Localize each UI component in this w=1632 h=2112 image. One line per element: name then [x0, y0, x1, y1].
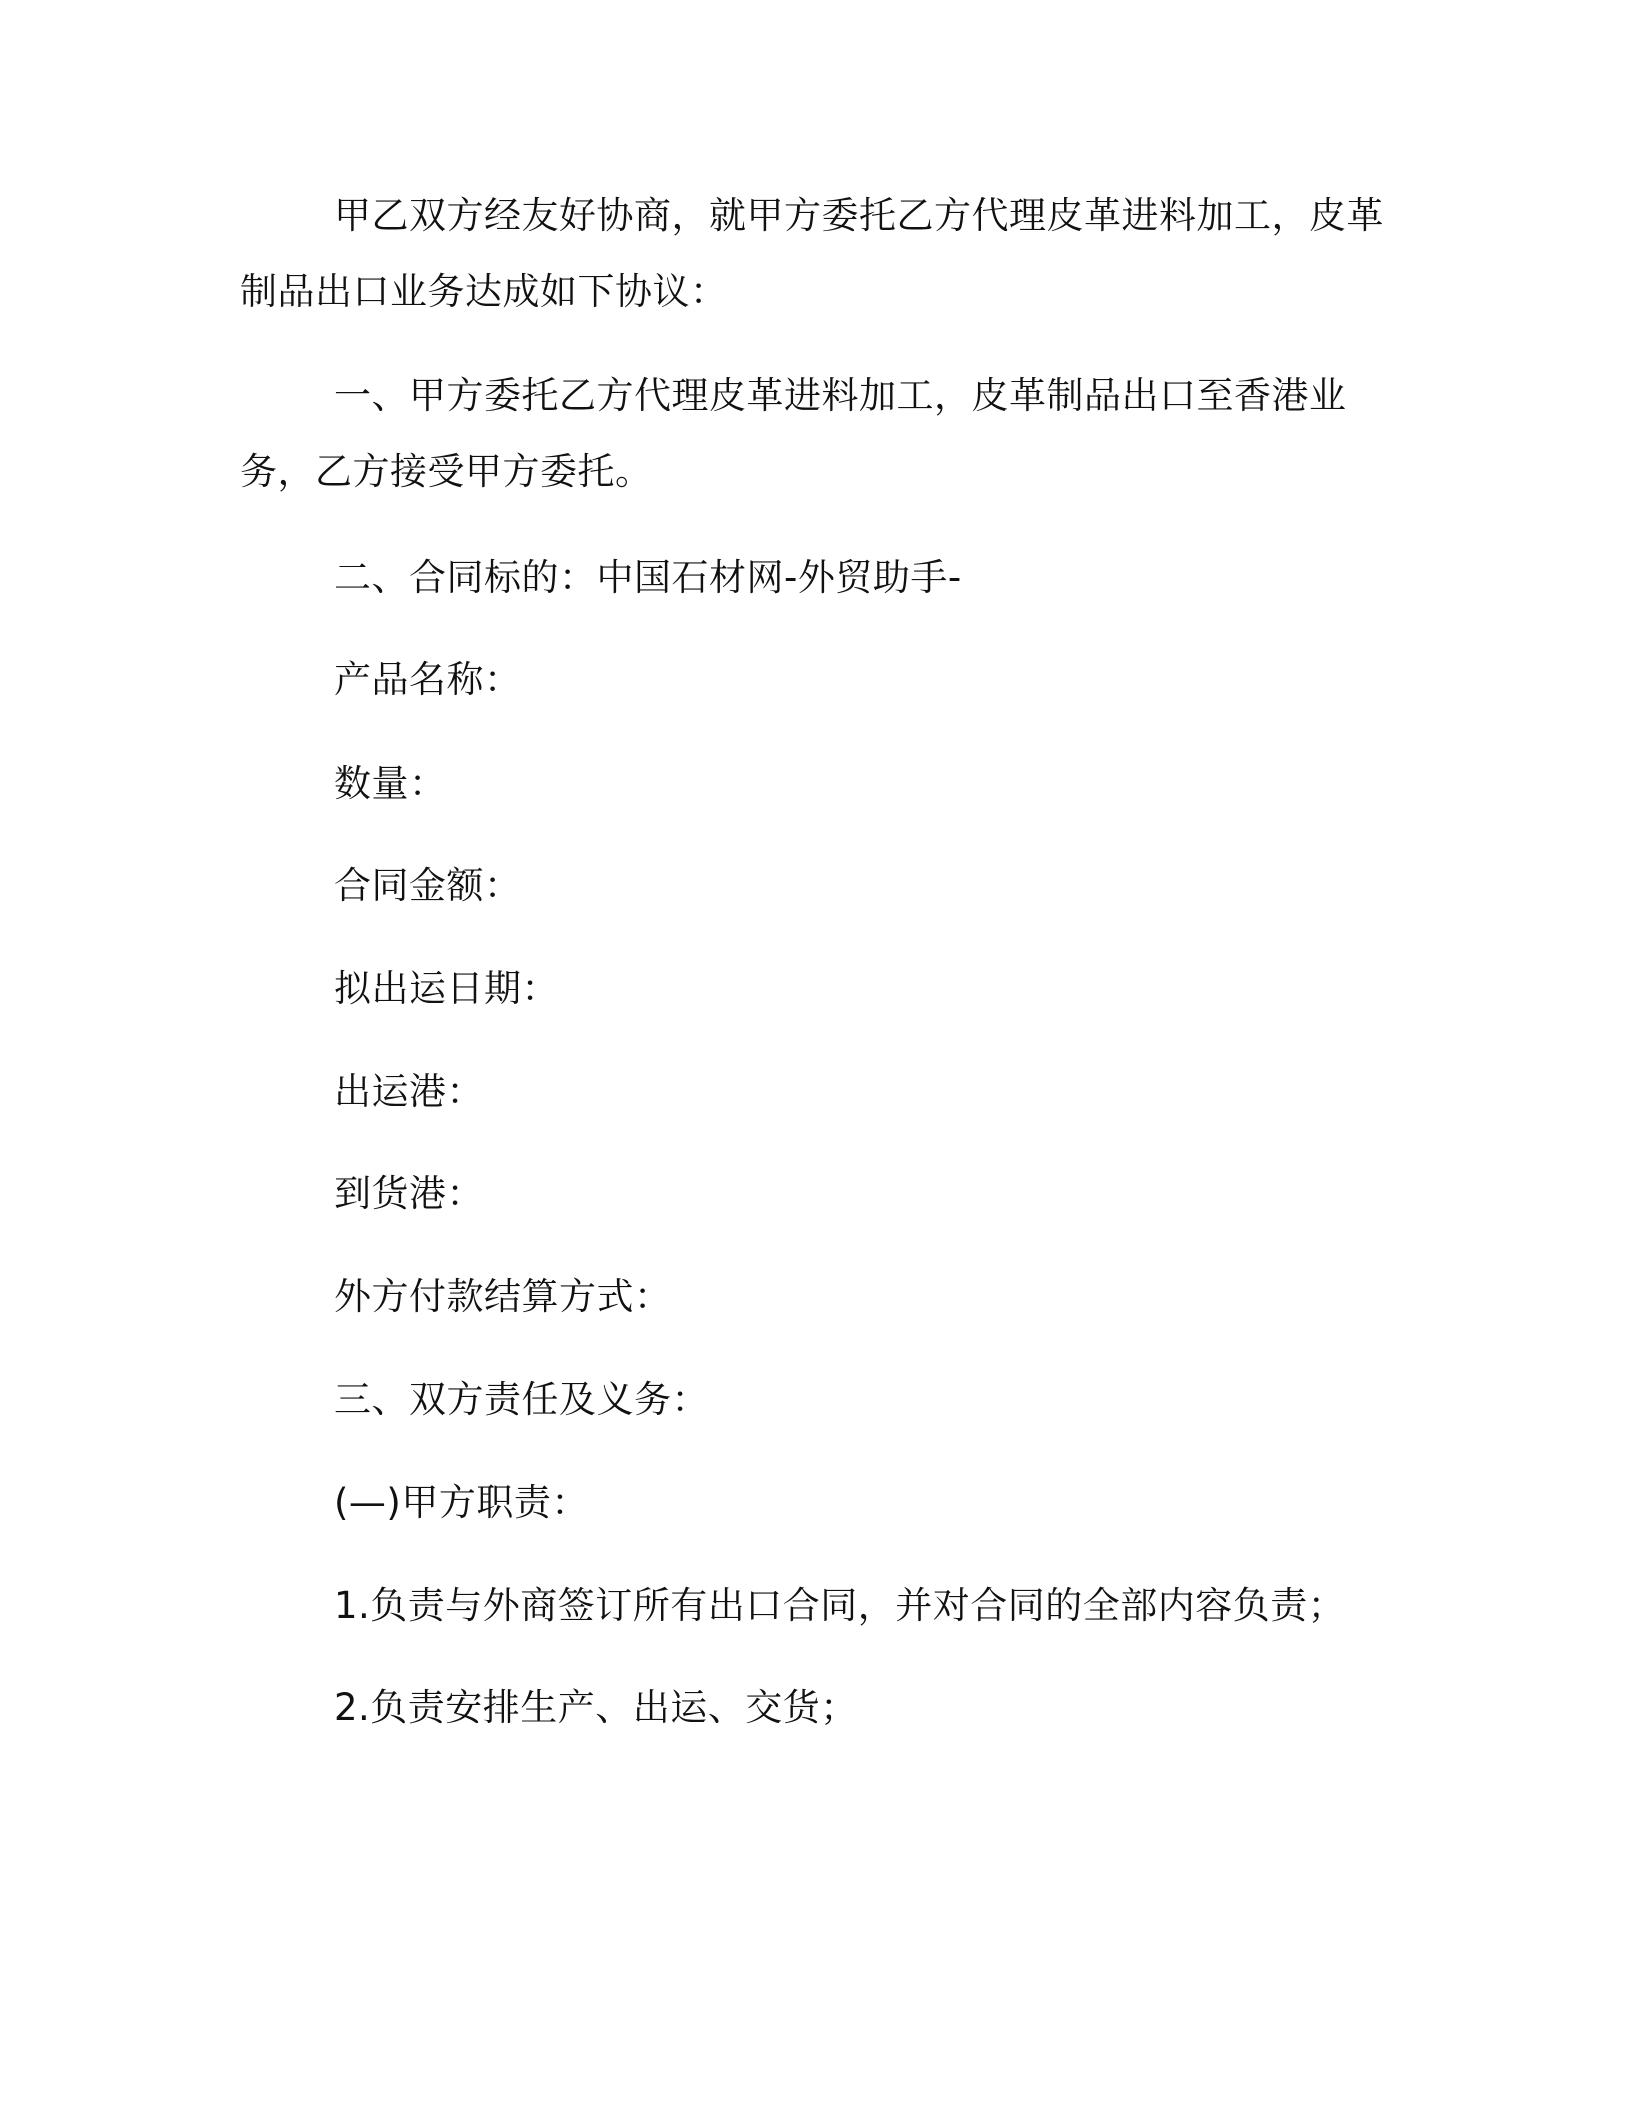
field-planned-shipping-date: 拟出运日期：	[334, 967, 559, 1010]
clause-1-paragraph: 一、甲方委托乙方代理皮革进料加工，皮革制品出口至香港业务，乙方接受甲方委托。	[240, 374, 1347, 493]
party-a-duties-title: (—)甲方职责：	[334, 1481, 589, 1524]
party-a-item-2: 2.负责安排生产、出运、交货；	[334, 1686, 858, 1729]
clause-2-title: 二、合同标的：中国石材网-外贸助手-	[334, 556, 962, 599]
field-product-name: 产品名称：	[334, 658, 522, 701]
field-port-of-arrival: 到货港：	[334, 1172, 484, 1215]
field-port-of-shipment: 出运港：	[334, 1070, 484, 1113]
field-quantity: 数量：	[334, 762, 447, 805]
field-payment-settlement: 外方付款结算方式：	[334, 1275, 672, 1318]
clause-3-title: 三、双方责任及义务：	[334, 1378, 709, 1421]
party-a-item-1: 1.负责与外商签订所有出口合同，并对合同的全部内容负责；	[334, 1584, 1346, 1627]
field-contract-amount: 合同金额：	[334, 864, 522, 907]
intro-paragraph: 甲乙双方经友好协商，就甲方委托乙方代理皮革进料加工，皮革制品出口业务达成如下协议：	[240, 194, 1384, 313]
